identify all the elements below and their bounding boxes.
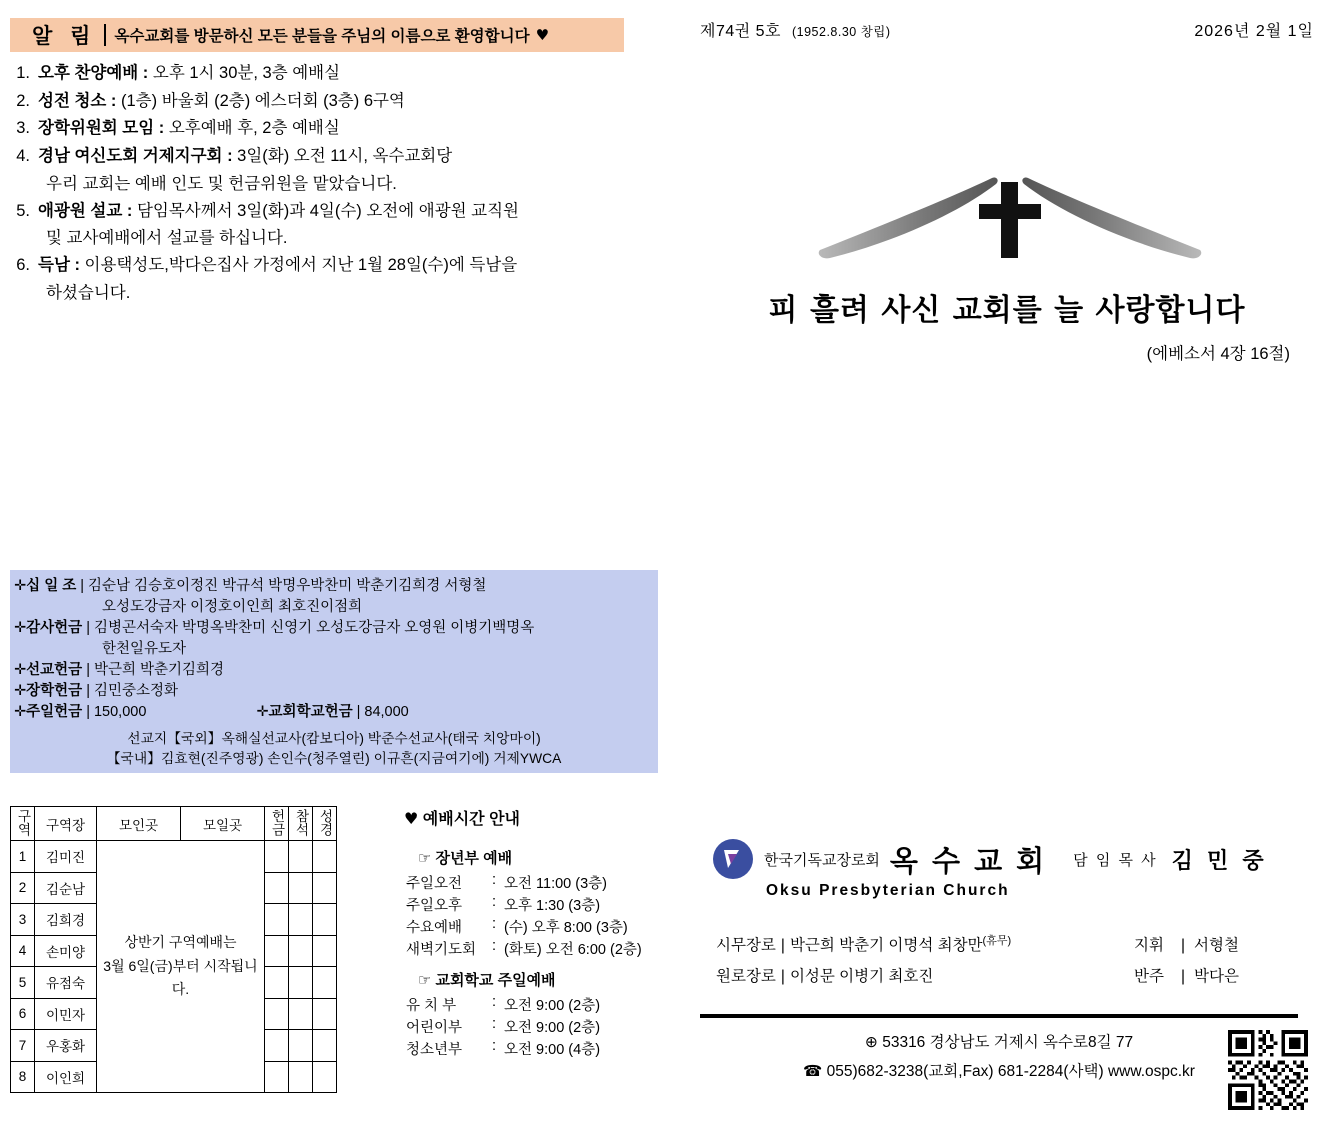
- service-times-title: [404, 806, 654, 829]
- cell-bible: [313, 904, 337, 936]
- cell-leader: 손미양: [35, 935, 97, 967]
- staff-role-label: 원로장로: [716, 968, 776, 985]
- offering-row: [14, 618, 654, 639]
- staff-role-label: 시무장로: [716, 937, 776, 954]
- footer-divider: [700, 1014, 1298, 1018]
- offering-label: [14, 618, 82, 639]
- cell-attendance: [289, 841, 313, 873]
- list-item: [14, 252, 654, 279]
- item-number: 3.: [16, 119, 30, 138]
- col-header-offering: [265, 807, 289, 841]
- phone-line: [700, 1057, 1298, 1086]
- staff-right-role-label: 지휘: [1134, 937, 1164, 954]
- notice-subtitle: 옥수교회를 방문하신 모든 분들을 주님의 이름으로 환영합니다: [114, 28, 530, 45]
- cell-attendance: [289, 1030, 313, 1062]
- item-number: 4.: [16, 147, 30, 166]
- cross-icon: ✛: [14, 704, 27, 721]
- table-header-row: [11, 807, 337, 841]
- item-text: [38, 198, 654, 225]
- cell-district-no: 6: [11, 998, 35, 1030]
- verse-reference: (에베소서 4장 16절): [1146, 345, 1290, 363]
- item-text: [38, 88, 654, 115]
- service-colon: :: [492, 1016, 497, 1032]
- cell-leader: 이인희: [35, 1061, 97, 1093]
- cell-district-no: 4: [11, 935, 35, 967]
- notice-title: 알 림: [32, 25, 97, 48]
- cross-icon: ✛: [14, 683, 27, 700]
- offering-names-continued: 오성도강금자 이정호이인희 최호진이점희: [102, 599, 363, 616]
- offering-label-text: 십 일 조: [26, 578, 77, 594]
- staff-names: 이성문 이병기 최호진: [789, 968, 934, 985]
- cell-bible: [313, 1030, 337, 1062]
- item-number: 5.: [16, 201, 30, 220]
- service-line: [406, 1038, 654, 1059]
- heart-icon: ♥: [404, 809, 419, 828]
- staff-right-separator: |: [1181, 937, 1186, 954]
- service-line: [406, 938, 654, 959]
- service-time: 오전 9:00 (2층): [504, 1020, 601, 1036]
- item-label: 득남 :: [38, 256, 80, 275]
- cell-offering: [265, 1030, 289, 1062]
- col-header-bible: [313, 807, 337, 841]
- sunday-offering-label: [14, 702, 82, 723]
- staff-row: [716, 930, 1316, 961]
- missions-line-overseas: 선교지【국외】옥해실선교사(캄보디아) 박준수선교사(태국 치앙마이): [127, 731, 541, 747]
- masthead: [700, 18, 1314, 41]
- church-name: 옥 수 교 회: [889, 845, 1048, 878]
- notice-list: [14, 60, 654, 306]
- verse-text: 피 흘려 사신 교회를 늘 사랑합니다: [768, 293, 1246, 328]
- cell-offering: [265, 967, 289, 999]
- item-body: 오후 1시 30분, 3층 예배실: [148, 64, 341, 82]
- service-line: [406, 1016, 654, 1037]
- cell-attendance: [289, 1061, 313, 1093]
- service-colon: :: [492, 1038, 497, 1054]
- item-label: 장학위원회 모임 :: [38, 119, 165, 138]
- service-colon: :: [492, 872, 497, 888]
- staff-right-names: 서형철: [1194, 937, 1239, 954]
- service-time: 오전 9:00 (2층): [504, 998, 601, 1014]
- phone-icon: ☎: [803, 1062, 823, 1081]
- contact-text: 055)682-3238(교회,Fax) 681-2284(사택) www.ospc.kr: [826, 1063, 1195, 1081]
- missions-block: [14, 729, 654, 769]
- item-number: 2.: [16, 91, 30, 110]
- col-header-met-place: 모인곳: [97, 807, 181, 841]
- item-continuation: 및 교사예배에서 설교를 하십니다.: [46, 229, 288, 248]
- item-body: 담임목사께서 3일(화)과 4일(수) 오전에 애광원 교직원: [132, 201, 519, 220]
- staff-names: 박근희 박춘기 이명석 최창만: [789, 937, 983, 954]
- col-header-bible-label: 성경: [317, 808, 333, 836]
- list-item: [14, 88, 654, 115]
- cell-offering: [265, 904, 289, 936]
- cell-bible: [313, 935, 337, 967]
- item-text: [38, 115, 654, 142]
- cross-icon: ✛: [256, 704, 269, 721]
- table-row: [11, 841, 337, 873]
- cross-artwork: [760, 150, 1260, 280]
- cell-attendance: [289, 872, 313, 904]
- cell-attendance: [289, 967, 313, 999]
- service-line: [406, 872, 654, 893]
- col-header-offering-label: 헌금: [269, 808, 285, 836]
- school-offering-amount: 84,000: [364, 704, 409, 721]
- cell-leader: 유점숙: [35, 967, 97, 999]
- offering-label: [14, 681, 82, 702]
- cell-offering: [265, 1061, 289, 1093]
- staff-block: [716, 930, 1316, 992]
- list-item: [14, 143, 654, 170]
- cross-icon: ✛: [14, 662, 27, 679]
- service-times-block: [404, 806, 654, 1060]
- col-header-attendance-label: 참석: [293, 808, 309, 836]
- postal-icon: ⊕: [864, 1033, 878, 1051]
- service-name: 청소년부: [406, 1042, 463, 1058]
- district-note-line1: 상반기 구역예배는: [124, 933, 237, 950]
- offering-names: 박근희 박춘기김희경: [93, 662, 225, 679]
- service-group-adult-title: [418, 847, 654, 868]
- pointer-icon: ☞: [418, 849, 432, 867]
- staff-separator: |: [780, 937, 785, 954]
- item-label: 성전 청소 :: [38, 91, 117, 110]
- service-name: 수요예배: [406, 920, 463, 936]
- cell-district-no: 1: [11, 841, 35, 873]
- cell-district-no: 7: [11, 1030, 35, 1062]
- sunday-offering-amount: 150,000: [93, 704, 147, 721]
- cell-district-no: 2: [11, 872, 35, 904]
- staff-note: (휴무): [982, 935, 1012, 947]
- offering-label: [14, 660, 82, 681]
- offering-label-text: 선교헌금: [26, 662, 83, 679]
- offering-totals-row: [14, 702, 654, 723]
- cell-offering: [265, 872, 289, 904]
- item-body: 오후예배 후, 2층 예배실: [164, 119, 340, 138]
- service-time: 오전 9:00 (4층): [504, 1042, 601, 1058]
- cell-leader: 김순남: [35, 872, 97, 904]
- cell-offering: [265, 998, 289, 1030]
- service-line: [406, 916, 654, 937]
- service-time: 오전 11:00 (3층): [504, 876, 608, 892]
- service-name: 어린이부: [406, 1020, 463, 1036]
- cross-wings-illustration: [760, 150, 1260, 280]
- cell-leader: 우홍화: [35, 1030, 97, 1062]
- staff-right-names: 박다은: [1194, 968, 1239, 985]
- staff-right-separator: |: [1181, 968, 1186, 985]
- cell-bible: [313, 872, 337, 904]
- service-group-adult-label: 장년부 예배: [435, 850, 513, 867]
- pastor-name: 김 민 중: [1171, 847, 1268, 873]
- cell-bible: [313, 998, 337, 1030]
- cross-icon: ✛: [14, 620, 27, 637]
- district-note-line2: 3월 6일(금)부터 시작됩니다.: [103, 957, 258, 998]
- district-table: [10, 806, 337, 1093]
- service-colon: :: [492, 916, 497, 932]
- offering-separator: |: [86, 683, 90, 700]
- missions-line-domestic: 【국내】김효현(진주영광) 손인수(청주열린) 이규흔(지금여기에) 거제YWCA: [106, 751, 562, 767]
- district-note: [97, 931, 264, 1002]
- staff-right-role-label: 반주: [1134, 968, 1164, 985]
- item-number: 1.: [16, 64, 30, 82]
- offering-names-continued: 한천일유도자: [102, 641, 187, 658]
- cross-icon: ✛: [14, 578, 27, 594]
- cell-offering: [265, 841, 289, 873]
- church-identity: [712, 838, 1312, 880]
- item-continuation: 하셨습니다.: [46, 283, 131, 302]
- notice-header: [10, 18, 624, 52]
- church-logo-icon: [712, 838, 754, 880]
- cell-leader: 김미진: [35, 841, 97, 873]
- offering-names: 김순남 김승호이정진 박규석 박명우박찬미 박춘기김희경 서형철: [88, 578, 487, 594]
- cell-offering: [265, 935, 289, 967]
- service-name: 유 치 부: [406, 998, 457, 1014]
- cell-attendance: [289, 904, 313, 936]
- qr-code-image: [1228, 1030, 1308, 1110]
- col-header-district: [11, 807, 35, 841]
- offering-label-text: 감사헌금: [26, 620, 83, 637]
- item-number: 6.: [16, 256, 30, 275]
- service-name: 주일오후: [406, 898, 463, 914]
- address-line: [700, 1028, 1298, 1057]
- founded-date: (1952.8.30 창립): [791, 25, 891, 39]
- offering-separator: |: [80, 578, 85, 594]
- item-label: 오후 찬양예배 :: [38, 64, 149, 82]
- service-time: (화토) 오전 6:00 (2층): [504, 942, 642, 958]
- pastor-label: 담 임 목 사: [1073, 851, 1158, 869]
- item-text: [38, 252, 654, 279]
- col-header-district-label: 구역: [15, 808, 31, 836]
- church-name-english: Oksu Presbyterian Church: [766, 882, 1010, 899]
- item-continuation: 우리 교회는 예배 인도 및 헌금위원을 맡았습니다.: [46, 174, 397, 193]
- offering-names: 김병곤서숙자 박명옥박찬미 신영기 오성도강금자 오영원 이병기백명옥: [93, 620, 535, 637]
- col-header-leader: 구역장: [35, 807, 97, 841]
- list-item: [14, 115, 654, 142]
- offering-label: [14, 576, 76, 597]
- staff-separator: |: [780, 968, 785, 985]
- offering-separator: |: [86, 704, 90, 721]
- volume-info: [700, 18, 891, 41]
- service-line: [406, 994, 654, 1015]
- cell-bible: [313, 967, 337, 999]
- offering-box: [10, 570, 658, 773]
- item-body: 이용택성도,박다은집사 가정에서 지난 1월 28일(수)에 득남을: [79, 256, 518, 275]
- footer-contact: [700, 1028, 1298, 1087]
- district-note-cell: [97, 841, 265, 1093]
- service-colon: :: [492, 994, 497, 1010]
- cell-bible: [313, 841, 337, 873]
- cell-attendance: [289, 935, 313, 967]
- item-body: 3일(화) 오전 11시, 옥수교회당: [232, 147, 453, 166]
- cell-district-no: 8: [11, 1061, 35, 1093]
- sunday-offering-label-text: 주일헌금: [26, 704, 83, 721]
- volume-number: 제74권 5호: [700, 23, 782, 40]
- cell-district-no: 3: [11, 904, 35, 936]
- service-line: [406, 894, 654, 915]
- school-offering-label-text: 교회학교헌금: [268, 704, 353, 721]
- cell-bible: [313, 1061, 337, 1093]
- cell-leader: 김희경: [35, 904, 97, 936]
- staff-row: [716, 961, 1316, 992]
- cell-leader: 이민자: [35, 998, 97, 1030]
- service-group-school-title: [418, 969, 654, 990]
- item-body: (1층) 바울회 (2층) 에스더회 (3층) 6구역: [116, 91, 405, 110]
- item-text: [38, 143, 654, 170]
- col-header-next-place: 모일곳: [181, 807, 265, 841]
- offering-label-text: 장학헌금: [26, 683, 83, 700]
- notice-divider: [104, 24, 106, 46]
- offering-row: [14, 576, 654, 597]
- item-label: 애광원 설교 :: [38, 201, 133, 220]
- item-text: [38, 60, 654, 87]
- issue-date: 2026년 2월 1일: [1194, 23, 1314, 40]
- service-time: 오후 1:30 (3층): [504, 898, 601, 914]
- service-name: 주일오전: [406, 876, 463, 892]
- service-colon: :: [492, 938, 497, 954]
- pointer-icon: ☞: [418, 971, 432, 989]
- denomination-label: 한국기독교장로회: [764, 851, 880, 869]
- service-times-title-text: 예배시간 안내: [422, 811, 520, 828]
- offering-separator: |: [356, 704, 361, 721]
- service-group-school-label: 교회학교 주일예배: [435, 972, 556, 989]
- offering-separator: |: [86, 620, 90, 637]
- cell-district-no: 5: [11, 967, 35, 999]
- service-name: 새벽기도회: [406, 942, 477, 958]
- address-text: 53316 경상남도 거제시 옥수로8길 77: [882, 1034, 1134, 1051]
- col-header-attendance: [289, 807, 313, 841]
- offering-row: [14, 660, 654, 681]
- item-label: 경남 여신도회 거제지구회 :: [38, 147, 233, 166]
- offering-separator: |: [86, 662, 90, 679]
- qr-code: [1228, 1030, 1308, 1110]
- heart-icon: ♥: [535, 26, 550, 44]
- service-time: (수) 오후 8:00 (3층): [504, 920, 628, 936]
- offering-row: [14, 681, 654, 702]
- list-item: [14, 60, 654, 87]
- cell-attendance: [289, 998, 313, 1030]
- offering-names: 김민중소정화: [93, 683, 179, 700]
- list-item: [14, 198, 654, 225]
- service-colon: :: [492, 894, 497, 910]
- school-offering-label: [256, 702, 352, 723]
